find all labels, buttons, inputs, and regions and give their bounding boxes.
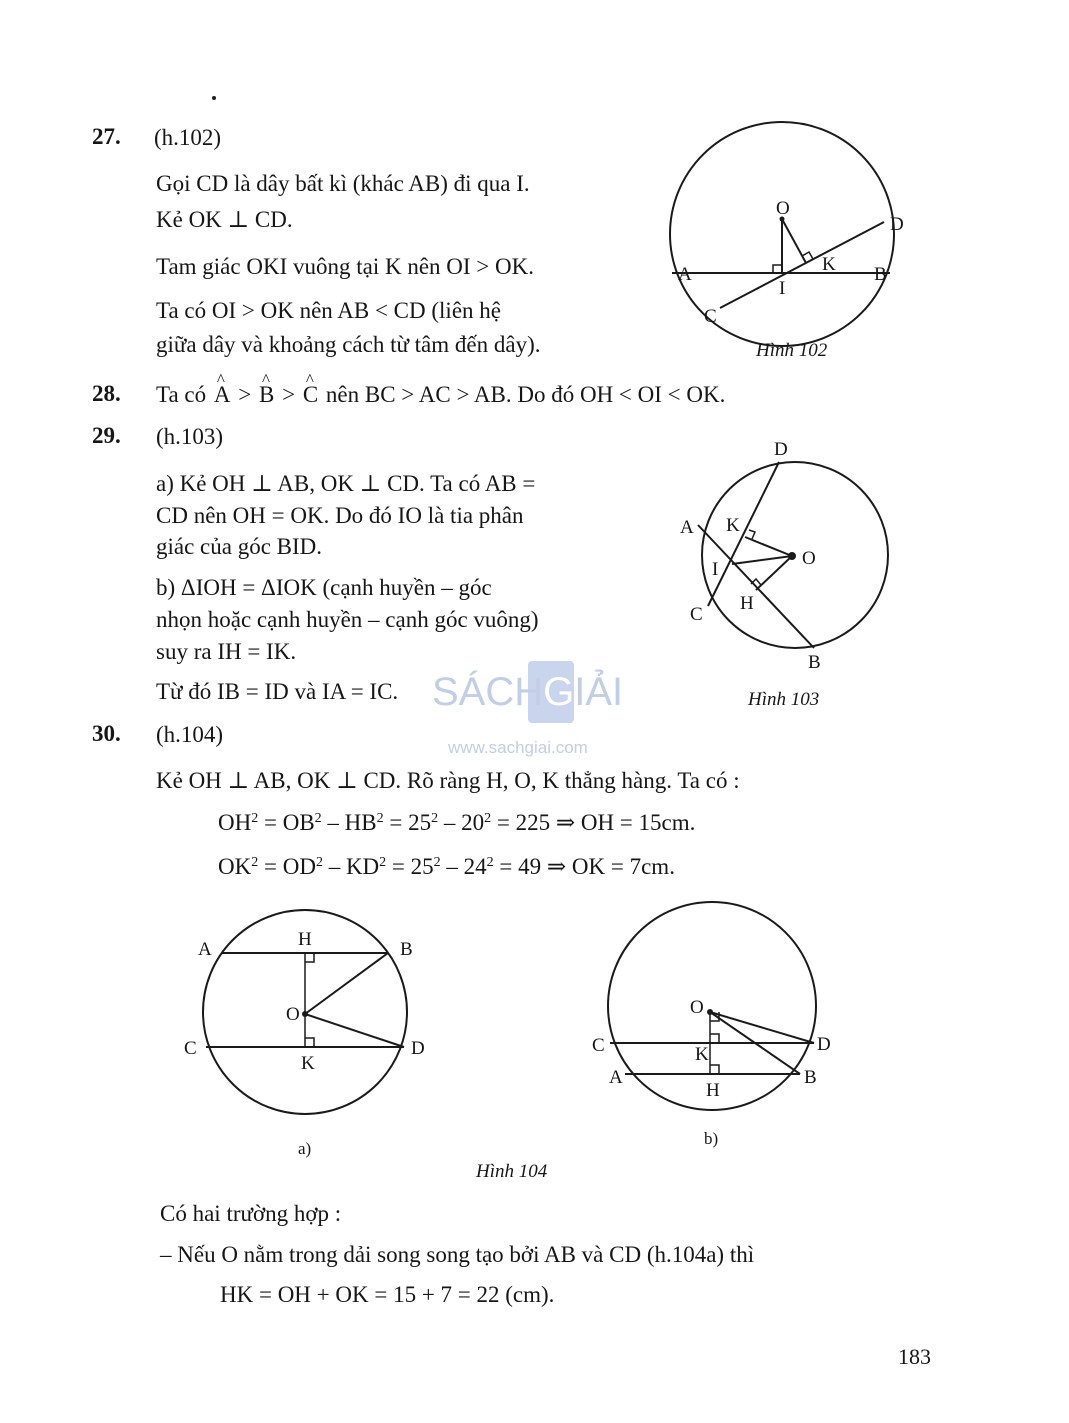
label-b: B	[804, 1067, 817, 1088]
label-a: A	[198, 939, 212, 960]
label-h: H	[706, 1080, 720, 1101]
right-angle-mark-k	[305, 1038, 314, 1047]
problem-30-intro: Kẻ OH ⊥ AB, OK ⊥ CD. Rõ ràng H, O, K thẳng hàng. Ta có :	[156, 768, 740, 793]
segment-oh	[756, 556, 792, 590]
figure-104a	[170, 900, 450, 1170]
segment-io	[732, 556, 792, 564]
chord-cd	[720, 222, 884, 308]
watermark-url: www.sachgiai.com	[448, 738, 588, 757]
problem-27-line-3: Tam giác OKI vuông tại K nên OI > OK.	[156, 254, 534, 279]
problem-29-line-4: b) ΔIOH = ΔIOK (cạnh huyền – góc	[156, 575, 492, 600]
segment-od	[710, 1012, 814, 1043]
angle-a: ^ A	[214, 380, 231, 410]
problem-30-number: 30.	[92, 721, 121, 746]
cases-title: Có hai trường hợp :	[160, 1201, 342, 1226]
problem-28-text	[156, 380, 725, 410]
problem-29-line-1: a) Kẻ OH ⊥ AB, OK ⊥ CD. Ta có AB =	[156, 471, 536, 496]
label-o: O	[690, 997, 704, 1018]
right-angle-mark-i	[773, 265, 782, 273]
gt-2: >	[282, 382, 296, 407]
sublabel-b: b)	[704, 1129, 719, 1148]
right-angle-mark-k	[749, 530, 755, 539]
segment-ok	[745, 537, 792, 556]
label-a: A	[678, 264, 692, 285]
label-b: B	[874, 264, 887, 285]
label-c: C	[690, 604, 703, 625]
watermark-left: SÁCH	[432, 670, 544, 714]
equation-1: $OH^2 = OB^2 - HB^2 = 25^2 - 20^2 = 225$ ⇒ OH = 15cm.	[218, 810, 696, 835]
problem-27-number: 27.	[92, 124, 121, 149]
page-number: 183	[898, 1344, 931, 1369]
gt-1: >	[238, 382, 252, 407]
equation-2: $OK^2 = OD^2 - KD^2 = 25^2 - 24^2 = 49$ ⇒ OK = 7cm.	[218, 854, 675, 879]
label-k: K	[301, 1053, 315, 1074]
problem-28-number: 28.	[92, 381, 121, 406]
angle-c: ^ C	[303, 380, 318, 410]
right-angle-mark-h	[305, 953, 314, 962]
label-d: D	[817, 1034, 831, 1055]
problem-27-line-5: giữa dây và khoảng cách từ tâm đến dây).	[156, 332, 541, 357]
label-k: K	[822, 254, 836, 275]
problem-29-line-6: suy ra IH = IK.	[156, 639, 297, 664]
label-c: C	[704, 306, 717, 327]
label-o: O	[286, 1004, 300, 1025]
problem-29-line-5: nhọn hoặc cạnh huyền – cạnh góc vuông)	[156, 607, 539, 632]
segment-ob	[305, 953, 388, 1014]
problem-29-ref: (h.103)	[156, 424, 224, 449]
stray-dot	[212, 96, 216, 100]
label-h: H	[298, 929, 312, 950]
problem-29-line-3: giác của góc BID.	[156, 534, 323, 559]
point-o	[707, 1009, 713, 1015]
point-o	[302, 1011, 308, 1017]
label-a: A	[680, 517, 694, 538]
figure-104-caption: Hình 104	[476, 1161, 548, 1182]
label-h: H	[740, 593, 754, 614]
problem-27-line-4: Ta có OI > OK nên AB < CD (liên hệ	[156, 298, 501, 323]
circle	[608, 902, 816, 1110]
problem-28-prefix: Ta có	[156, 382, 207, 407]
label-i: I	[779, 278, 786, 299]
label-k: K	[726, 515, 740, 536]
angle-b: ^ B	[259, 380, 274, 410]
problem-27-line-2: Kẻ OK ⊥ CD.	[156, 207, 293, 232]
figure-103	[670, 430, 910, 680]
problem-28-suffix: nên BC > AC > AB. Do đó OH < OI < OK.	[325, 382, 726, 407]
label-a: A	[609, 1067, 623, 1088]
label-c: C	[184, 1038, 197, 1059]
case-1-equation: HK = OH + OK = 15 + 7 = 22 (cm).	[220, 1282, 555, 1307]
label-o: O	[802, 548, 816, 569]
chord-cd	[708, 462, 779, 606]
problem-29-line-2: CD nên OH = OK. Do đó IO là tia phân	[156, 503, 524, 528]
label-d: D	[774, 439, 788, 460]
right-angle-mark-h	[710, 1065, 719, 1074]
label-d: D	[411, 1038, 425, 1059]
label-c: C	[592, 1035, 605, 1056]
watermark-box-letter: G	[543, 670, 575, 714]
watermark-right: IẢI	[574, 670, 624, 714]
label-b: B	[400, 939, 413, 960]
case-1: – Nếu O nằm trong dải song song tạo bởi AB và CD (h.104a) thì	[160, 1242, 755, 1267]
problem-27-ref: (h.102)	[154, 125, 222, 150]
problem-29-line-7: Từ đó IB = ID và IA = IC.	[156, 679, 399, 704]
problem-29-number: 29.	[92, 423, 121, 448]
figure-104b	[580, 900, 850, 1160]
problem-27-line-1: Gọi CD là dây bất kì (khác AB) đi qua I.	[156, 171, 530, 196]
figure-102-caption: Hình 102	[756, 340, 828, 361]
problem-30-ref: (h.104)	[156, 722, 224, 747]
point-o	[788, 552, 796, 560]
label-k: K	[695, 1044, 709, 1065]
sublabel-a: a)	[298, 1139, 312, 1158]
label-i: I	[712, 559, 719, 580]
segment-od	[305, 1014, 404, 1047]
watermark	[432, 670, 623, 714]
figure-102	[660, 110, 920, 370]
label-b: B	[808, 652, 821, 673]
label-d: D	[890, 214, 904, 235]
label-o: O	[776, 198, 790, 219]
chord-ab	[698, 525, 814, 648]
figure-103-caption: Hình 103	[748, 689, 820, 710]
right-angle-mark-k	[710, 1034, 719, 1043]
